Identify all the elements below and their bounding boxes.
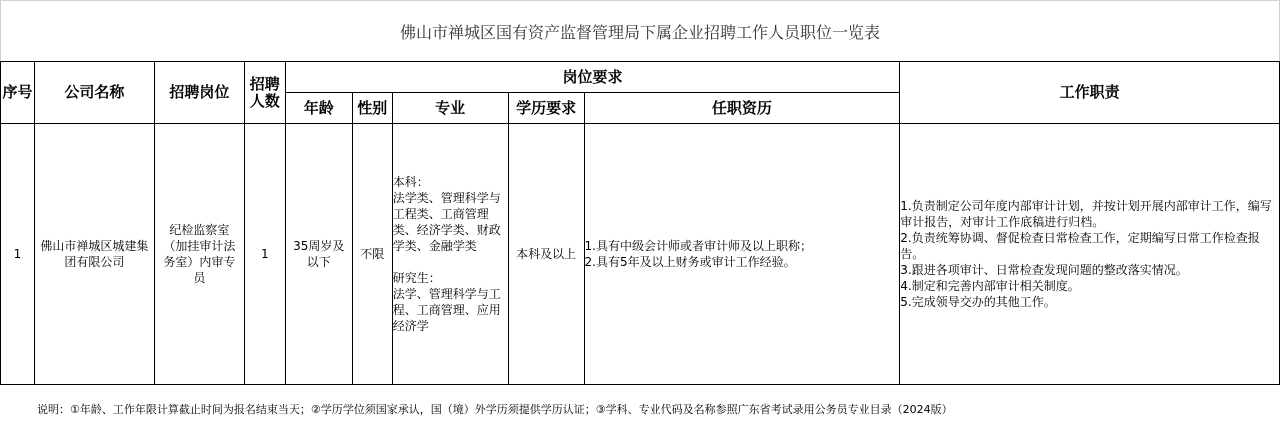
- cell-count: 1: [244, 124, 285, 385]
- header-qualification: 任职资历: [584, 93, 900, 124]
- cell-company: 佛山市禅城区城建集团有限公司: [34, 124, 154, 385]
- cell-duties: 1.负责制定公司年度内部审计计划，并按计划开展内部审计工作，编写审计报告，对审计工作底稿进行归档。 2.负责统筹协调、督促检查日常检查工作，定期编写日常工作检查报告。 3.跟进各项审计、日常检查发现问题的整改落实情况。 4.制定和完善内部审计相关制度。 5.完成领导交办的其他工作。: [900, 124, 1280, 385]
- header-major: 专业: [392, 93, 508, 124]
- cell-major: [392, 124, 508, 385]
- header-education: 学历要求: [508, 93, 584, 124]
- header-count: 招聘人数: [244, 62, 285, 124]
- major-grad: 研究生： 法学、管理科学与工程、工商管理、应用经济学: [392, 271, 501, 333]
- major-undergrad: 本科： 法学类、管理科学与工程类、工商管理类、经济学类、财政学类、金融学类: [392, 175, 501, 253]
- header-gender: 性别: [352, 93, 392, 124]
- table-note: 说明：①年龄、工作年限计算截止时间为报名结束当天；②学历学位须国家承认，国（境）外学历须提供学历认证；③学科、专业代码及名称参照广东省考试录用公务员专业目录（2024版）: [37, 403, 953, 416]
- cell-seq: 1: [1, 124, 35, 385]
- header-company: 公司名称: [34, 62, 154, 124]
- cell-position: 纪检监察室（加挂审计法务室）内审专员: [154, 124, 244, 385]
- cell-education: 本科及以上: [508, 124, 584, 385]
- major-gap: [393, 254, 508, 270]
- cell-qualification: 1.具有中级会计师或者审计师及以上职称； 2.具有5年及以上财务或审计工作经验。: [584, 124, 900, 385]
- header-requirements: 岗位要求: [285, 62, 899, 93]
- header-duties: 工作职责: [900, 62, 1280, 124]
- cell-age: 35周岁及以下: [285, 124, 352, 385]
- table-title: 佛山市禅城区国有资产监督管理局下属企业招聘工作人员职位一览表: [1, 1, 1280, 62]
- header-seq: 序号: [1, 62, 35, 124]
- table-row: [1, 124, 1280, 385]
- header-age: 年龄: [285, 93, 352, 124]
- header-position: 招聘岗位: [154, 62, 244, 124]
- cell-gender: 不限: [352, 124, 392, 385]
